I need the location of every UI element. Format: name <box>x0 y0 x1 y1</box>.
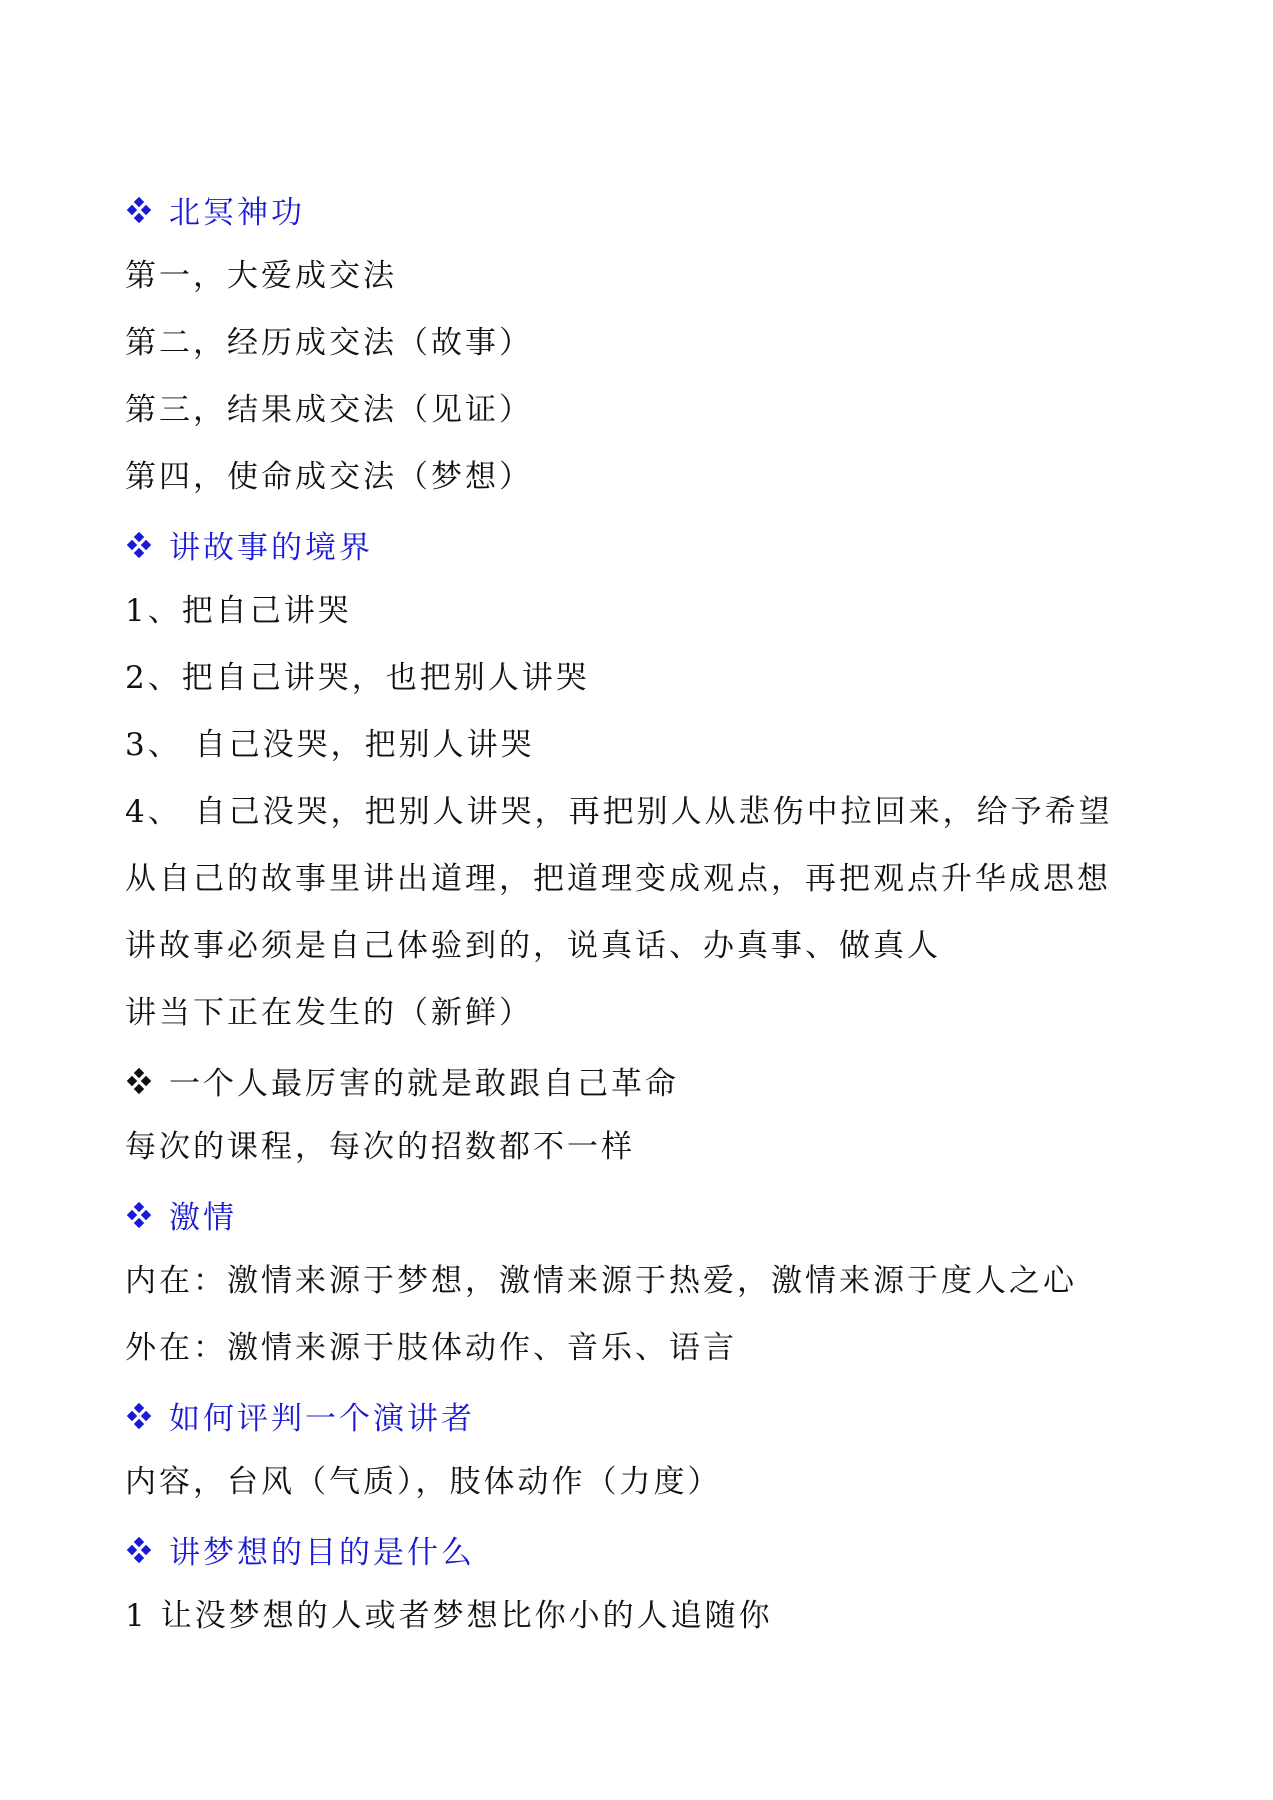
document-body <box>125 188 1213 1662</box>
line-text: 第二，经历成交法（故事） <box>125 325 533 361</box>
section-heading <box>125 1394 1213 1461</box>
text-line <box>125 322 1213 389</box>
line-text: 内容，台风（气质），肢体动作（力度） <box>125 1464 722 1500</box>
text-line <box>125 724 1213 791</box>
section-heading <box>125 523 1213 590</box>
line-text: 第三，结果成交法（见证） <box>125 392 533 428</box>
line-text: 1 让没梦想的人或者梦想比你小的人追随你 <box>125 1598 773 1634</box>
section-heading <box>125 188 1213 255</box>
heading-text: 激情 <box>169 1200 237 1236</box>
text-line <box>125 1461 1213 1528</box>
line-text: 第一，大爱成交法 <box>125 258 397 294</box>
line-text: 外在：激情来源于肢体动作、音乐、语言 <box>125 1330 737 1366</box>
heading-text: 北冥神功 <box>169 195 305 231</box>
line-text: 2、把自己讲哭，也把别人讲哭 <box>125 660 590 696</box>
heading-text: 讲故事的境界 <box>169 530 373 566</box>
text-line <box>125 858 1213 925</box>
four-diamond-bullet-icon <box>125 523 157 558</box>
text-line <box>125 1327 1213 1394</box>
four-diamond-bullet-icon <box>125 1059 157 1094</box>
text-line <box>125 456 1213 523</box>
section-heading <box>125 1059 1213 1126</box>
line-text: 第四，使命成交法（梦想） <box>125 459 533 495</box>
line-text: 每次的课程，每次的招数都不一样 <box>125 1129 635 1165</box>
four-diamond-bullet-icon <box>125 1528 157 1563</box>
text-line <box>125 1126 1213 1193</box>
line-text: 3、 自己没哭，把别人讲哭 <box>125 727 535 763</box>
heading-text: 讲梦想的目的是什么 <box>169 1535 475 1571</box>
four-diamond-bullet-icon <box>125 1193 157 1228</box>
text-line <box>125 657 1213 724</box>
text-line <box>125 791 1213 858</box>
line-text: 内在：激情来源于梦想，激情来源于热爱，激情来源于度人之心 <box>125 1263 1077 1299</box>
section-heading <box>125 1528 1213 1595</box>
line-text: 讲当下正在发生的（新鲜） <box>125 995 533 1031</box>
text-line <box>125 389 1213 456</box>
four-diamond-bullet-icon <box>125 188 157 223</box>
line-text: 1、把自己讲哭 <box>125 593 352 629</box>
line-text: 4、 自己没哭，把别人讲哭，再把别人从悲伤中拉回来，给予希望 <box>125 794 1113 830</box>
text-line <box>125 255 1213 322</box>
text-line <box>125 1595 1213 1662</box>
text-line <box>125 992 1213 1059</box>
text-line <box>125 1260 1213 1327</box>
line-text: 讲故事必须是自己体验到的，说真话、办真事、做真人 <box>125 928 941 964</box>
heading-text: 一个人最厉害的就是敢跟自己革命 <box>169 1066 679 1102</box>
section-heading <box>125 1193 1213 1260</box>
text-line <box>125 590 1213 657</box>
line-text: 从自己的故事里讲出道理，把道理变成观点，再把观点升华成思想 <box>125 861 1111 897</box>
text-line <box>125 925 1213 992</box>
heading-text: 如何评判一个演讲者 <box>169 1401 475 1437</box>
four-diamond-bullet-icon <box>125 1394 157 1429</box>
